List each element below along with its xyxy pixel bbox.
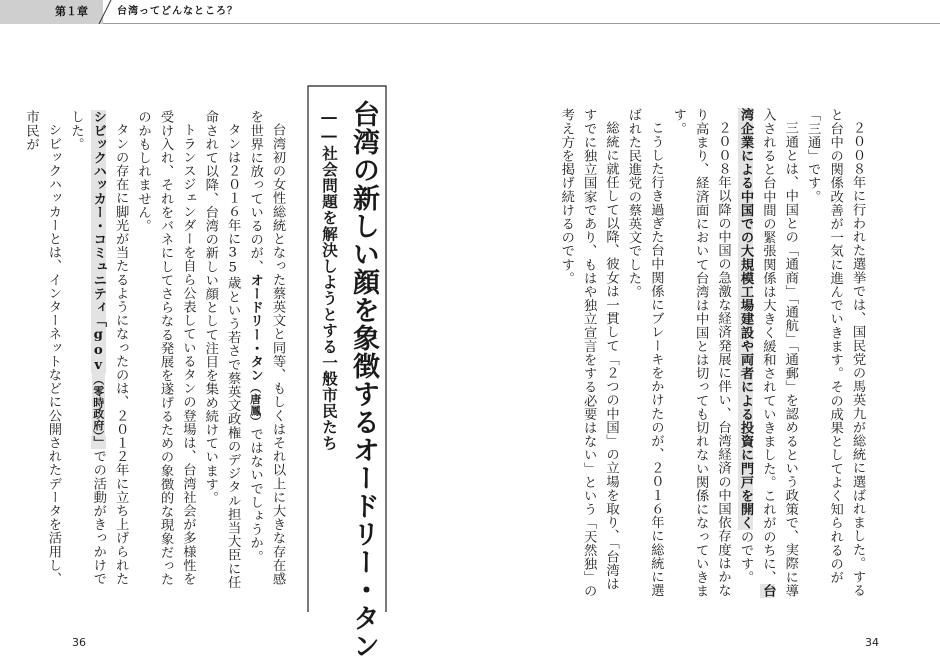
left-page-body <box>23 110 288 598</box>
highlighted-emphasis: 台湾企業による中国での大規模工場建設や両者による投資に門戸を開く <box>737 108 776 598</box>
paragraph: ２００８年以降の中国の急激な経済発展に伴い、台湾経済の中国依存度はかなり高まり、経済面において台湾は中国とは切っても切れない関係になっていきます。 <box>670 108 731 598</box>
header-rule <box>103 23 940 24</box>
chapter-label: 第１章 <box>0 0 103 24</box>
paragraph: こうした行き過ぎた台中関係にブレーキをかけたのが、２０１６年に総統に選ばれた民進党の蔡英文でした。 <box>625 108 664 598</box>
running-header <box>0 0 940 24</box>
emphasis-text: オードリー・タン <box>247 273 263 383</box>
paragraph-text: での活動がきっかけでした。 <box>68 110 106 586</box>
ruby-note: （唐鳳） <box>248 382 262 428</box>
section-heading-title: 台湾の新しい顔を象徴するオードリー・タン <box>348 100 379 660</box>
paragraph: タンは２０１６年に35歳という若さで蔡英文政権のデジタル担当大臣に任命されて以降、台湾の新しい顔として注目を集め続けています。 <box>202 110 241 590</box>
paragraph-text: 台湾初の女性総統となった蔡英文と同等、もしくはそれ以上に大きな存在感を世界に放っているのが、 <box>247 110 285 586</box>
paragraph-text: タンの存在に脚光が当たるようになったのは、２０１２年に立ち上げられた <box>113 123 129 586</box>
page-number-right: 34 <box>865 636 879 649</box>
section-heading-box <box>306 84 388 660</box>
paragraph-text: ではないでしょうか。 <box>247 427 263 564</box>
right-page-body <box>548 108 868 600</box>
paragraph: シビックハッカーとは、インターネットなどに公開されたデータを活用し、市民が <box>23 110 61 586</box>
paragraph <box>64 110 131 598</box>
paragraph-text: のです。 <box>737 529 753 585</box>
paragraph: トランスジェンダーを自ら公表しているタンの登場は、台湾社会が多様性を受け入れ、それをバネにしてさらなる発展を遂げるための象徴的な現象だったのかもしれません。 <box>135 110 196 586</box>
highlighted-emphasis: 」 <box>90 435 106 450</box>
paragraph <box>243 110 288 598</box>
highlighted-emphasis: シビックハッカー・コミュニティ「gov <box>90 110 106 374</box>
paragraph <box>734 108 801 600</box>
page-number-left: 36 <box>72 636 86 649</box>
paragraph: ２００８年に行われた選挙では、国民党の馬英九が総統に選ばれました。すると台中の関係改善が一気に進んでいきます。その成果としてよく知られるのが「三通」です。 <box>805 108 865 598</box>
header-slash-divider <box>96 0 114 24</box>
chapter-title: 台湾ってどんなところ？ <box>117 6 238 17</box>
paragraph-text: 三通とは、中国との「通商」「通航」「通郵」を認めるという政策で、実際に導入されると台中間の緊張関係は大きく緩和されていきました。これがのちに、 <box>760 108 798 598</box>
section-heading-subtitle: ――社会問題を解決しようとする一般市民たち <box>320 108 338 452</box>
ruby-note: （零時政府） <box>91 373 105 436</box>
paragraph: 総統に就任して以降、彼女は一貫して「２つの中国」の立場を取り、「台湾はすでに独立国家であり、もはや独立宣言をする必要はない」という「天然独」の考え方を掲げ続けるのです。 <box>558 108 619 598</box>
